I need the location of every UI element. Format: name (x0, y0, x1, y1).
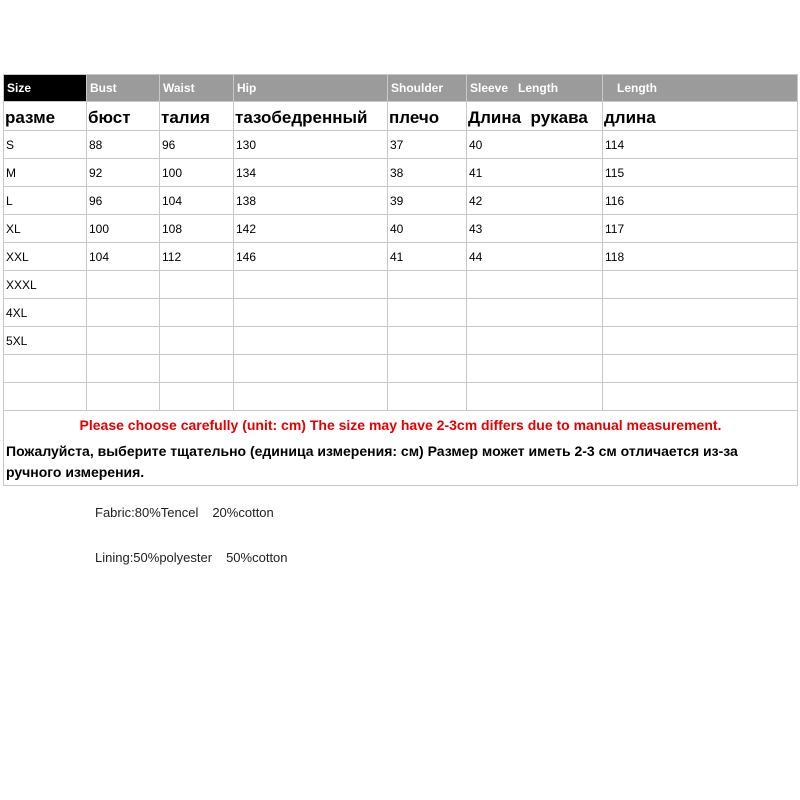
cell-size: M (4, 159, 87, 187)
table-row (4, 159, 798, 187)
header-row (4, 75, 798, 102)
cell-sleeve-length: 43 (467, 215, 603, 243)
header-waist: Waist (160, 75, 234, 102)
cell-shoulder (388, 383, 467, 411)
cell-size: XXL (4, 243, 87, 271)
cell-shoulder: 39 (388, 187, 467, 215)
cell-hip: 146 (234, 243, 388, 271)
table-row (4, 215, 798, 243)
header-ru-length: длина (603, 102, 798, 131)
table-row (4, 327, 798, 355)
table-row (4, 243, 798, 271)
cell-size: L (4, 187, 87, 215)
cell-sleeve-length: 40 (467, 131, 603, 159)
cell-bust (87, 327, 160, 355)
cell-sleeve-length (467, 355, 603, 383)
cell-waist: 112 (160, 243, 234, 271)
lining-info (95, 550, 288, 565)
cell-sleeve-length (467, 299, 603, 327)
cell-waist: 96 (160, 131, 234, 159)
lining-label: Lining:50%polyester (95, 550, 213, 565)
cell-bust: 92 (87, 159, 160, 187)
table-row (4, 187, 798, 215)
header-ru-waist: талия (160, 102, 234, 131)
cell-shoulder (388, 299, 467, 327)
note-row (4, 411, 798, 486)
cell-hip (234, 327, 388, 355)
cell-hip (234, 383, 388, 411)
cell-bust (87, 271, 160, 299)
cell-size: XL (4, 215, 87, 243)
cell-waist (160, 355, 234, 383)
cell-hip: 134 (234, 159, 388, 187)
table-row (4, 355, 798, 383)
cell-bust: 88 (87, 131, 160, 159)
cell-length (603, 271, 798, 299)
cell-hip (234, 355, 388, 383)
cell-bust (87, 355, 160, 383)
header-ru-hip: тазобедренный (234, 102, 388, 131)
cell-length (603, 383, 798, 411)
cell-sleeve-length (467, 271, 603, 299)
cell-length (603, 355, 798, 383)
size-table (3, 74, 798, 486)
lining-second: 50%cotton (226, 550, 288, 565)
fabric-info (95, 505, 274, 520)
header-size: Size (4, 75, 87, 102)
cell-shoulder: 38 (388, 159, 467, 187)
cell-shoulder: 37 (388, 131, 467, 159)
cell-length: 118 (603, 243, 798, 271)
cell-hip: 138 (234, 187, 388, 215)
cell-sleeve-length (467, 383, 603, 411)
header-ru-bust: бюст (87, 102, 160, 131)
cell-shoulder: 41 (388, 243, 467, 271)
cell-size: XXXL (4, 271, 87, 299)
cell-hip (234, 271, 388, 299)
cell-hip: 142 (234, 215, 388, 243)
table-row (4, 131, 798, 159)
table-row (4, 299, 798, 327)
note-cell (4, 411, 798, 486)
cell-sleeve-length: 41 (467, 159, 603, 187)
cell-waist: 100 (160, 159, 234, 187)
note-russian: Пожалуйста, выберите тщательно (единица измерения: см) Размер может иметь 2-3 см отличается из-за ручного измерения. (6, 443, 738, 480)
cell-shoulder (388, 271, 467, 299)
cell-bust: 104 (87, 243, 160, 271)
cell-bust: 96 (87, 187, 160, 215)
header-sleeve-word: Sleeve (470, 81, 509, 95)
header-length: Length (603, 75, 798, 102)
cell-bust: 100 (87, 215, 160, 243)
cell-waist (160, 271, 234, 299)
cell-length: 117 (603, 215, 798, 243)
cell-sleeve-length: 42 (467, 187, 603, 215)
fabric-second: 20%cotton (212, 505, 274, 520)
header-ru-sleeve-length: Длина рукава (467, 102, 603, 131)
cell-size (4, 383, 87, 411)
cell-size (4, 355, 87, 383)
cell-size: 4XL (4, 299, 87, 327)
table-row (4, 383, 798, 411)
cell-hip: 130 (234, 131, 388, 159)
cell-bust (87, 299, 160, 327)
header-bust: Bust (87, 75, 160, 102)
cell-waist: 108 (160, 215, 234, 243)
cell-length: 114 (603, 131, 798, 159)
cell-length (603, 299, 798, 327)
cell-waist (160, 383, 234, 411)
cell-sleeve-length (467, 327, 603, 355)
cell-shoulder (388, 355, 467, 383)
cell-length: 116 (603, 187, 798, 215)
cell-shoulder (388, 327, 467, 355)
table-row (4, 271, 798, 299)
header-ru-shoulder: плечо (388, 102, 467, 131)
cell-waist: 104 (160, 187, 234, 215)
note-english: Please choose carefully (unit: cm) The size may have 2-3cm differs due to manual measurement. (79, 417, 722, 433)
cell-hip (234, 299, 388, 327)
cell-waist (160, 327, 234, 355)
header-sleeve-length-word: Length (518, 81, 559, 95)
cell-sleeve-length: 44 (467, 243, 603, 271)
cell-size: 5XL (4, 327, 87, 355)
cell-length: 115 (603, 159, 798, 187)
header-sleeve-length (467, 75, 603, 102)
header-shoulder: Shoulder (388, 75, 467, 102)
header-ru-size: разме (4, 102, 87, 131)
cell-length (603, 327, 798, 355)
header-row-ru (4, 102, 798, 131)
cell-waist (160, 299, 234, 327)
cell-size: S (4, 131, 87, 159)
header-hip: Hip (234, 75, 388, 102)
cell-shoulder: 40 (388, 215, 467, 243)
cell-bust (87, 383, 160, 411)
fabric-label: Fabric:80%Tencel (95, 505, 199, 520)
